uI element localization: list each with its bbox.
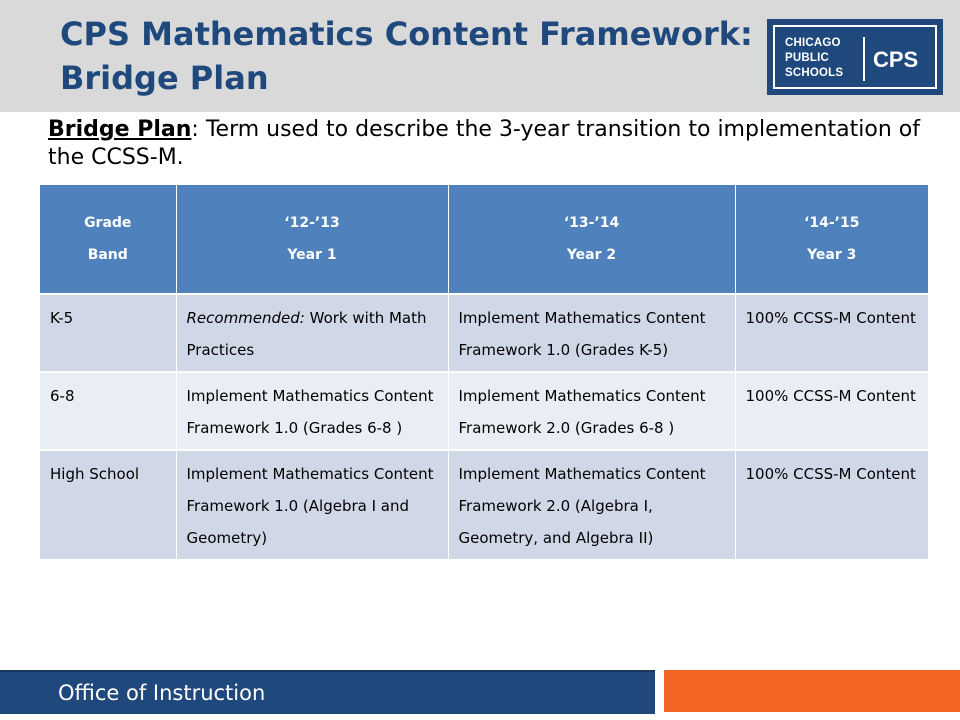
- grade-band-cell: 6-8: [40, 372, 176, 450]
- header-line: Band: [87, 247, 128, 263]
- year-3-cell: 100% CCSS-M Content: [735, 294, 928, 372]
- header-line: ‘12-’13: [284, 215, 340, 231]
- table-row: [40, 450, 928, 559]
- year-2-cell: Implement Mathematics Content Framework 2.0 (Grades 6-8 ): [448, 372, 735, 450]
- logo-word-schools: SCHOOLS: [785, 67, 844, 79]
- header-year-1: [176, 185, 448, 294]
- recommended-label: Recommended:: [186, 309, 305, 327]
- year-2-cell: Implement Mathematics Content Framework 2.0 (Algebra I, Geometry, and Algebra II): [448, 450, 735, 559]
- header-line: Year 1: [287, 247, 337, 263]
- page-title-line-2: Bridge Plan: [60, 59, 269, 97]
- logo-divider: [863, 37, 865, 81]
- header-grade-band: [40, 185, 176, 294]
- year-3-cell: 100% CCSS-M Content: [735, 450, 928, 559]
- definition-term: Bridge Plan: [48, 117, 192, 142]
- definition-text: Term used to describe the 3-year transition to implementation of the CCSS-M.: [48, 117, 920, 170]
- logo-word-public: PUBLIC: [785, 52, 830, 64]
- header-line: Year 2: [566, 247, 617, 263]
- year-1-text: Work with Math Practices: [186, 309, 427, 359]
- year-1-cell: Implement Mathematics Content Framework 1.0 (Grades 6-8 ): [176, 372, 448, 450]
- logo-frame: [773, 25, 937, 89]
- year-1-cell: [176, 294, 448, 372]
- logo-abbreviation: CPS: [873, 47, 919, 72]
- grade-band-cell: High School: [40, 450, 176, 559]
- definition-colon: :: [191, 117, 199, 142]
- year-3-cell: 100% CCSS-M Content: [735, 372, 928, 450]
- header-line: ‘13-’14: [563, 215, 620, 231]
- footer-bar: [0, 670, 655, 714]
- header-year-2: [448, 185, 735, 294]
- page-title-line-1: CPS Mathematics Content Framework:: [60, 15, 753, 53]
- header-line: Year 3: [807, 247, 857, 263]
- year-1-cell: Implement Mathematics Content Framework 1.0 (Algebra I and Geometry): [176, 450, 448, 559]
- header-year-3: [735, 185, 928, 294]
- table-header-row: [40, 185, 928, 294]
- bridge-plan-definition: [48, 116, 948, 172]
- page-title: [60, 12, 760, 100]
- header-line: Grade: [84, 215, 132, 231]
- bridge-plan-table: [40, 185, 928, 559]
- logo-word-chicago: CHICAGO: [785, 37, 841, 49]
- table-row: [40, 294, 928, 372]
- cps-logo: [767, 19, 943, 95]
- footer-accent-bar: [664, 670, 960, 712]
- logo-wordmark: [785, 36, 861, 81]
- header-line: ‘14-’15: [804, 215, 860, 231]
- table-row: [40, 372, 928, 450]
- grade-band-cell: K-5: [40, 294, 176, 372]
- footer-office-label: Office of Instruction: [58, 681, 266, 705]
- year-2-cell: Implement Mathematics Content Framework 1.0 (Grades K-5): [448, 294, 735, 372]
